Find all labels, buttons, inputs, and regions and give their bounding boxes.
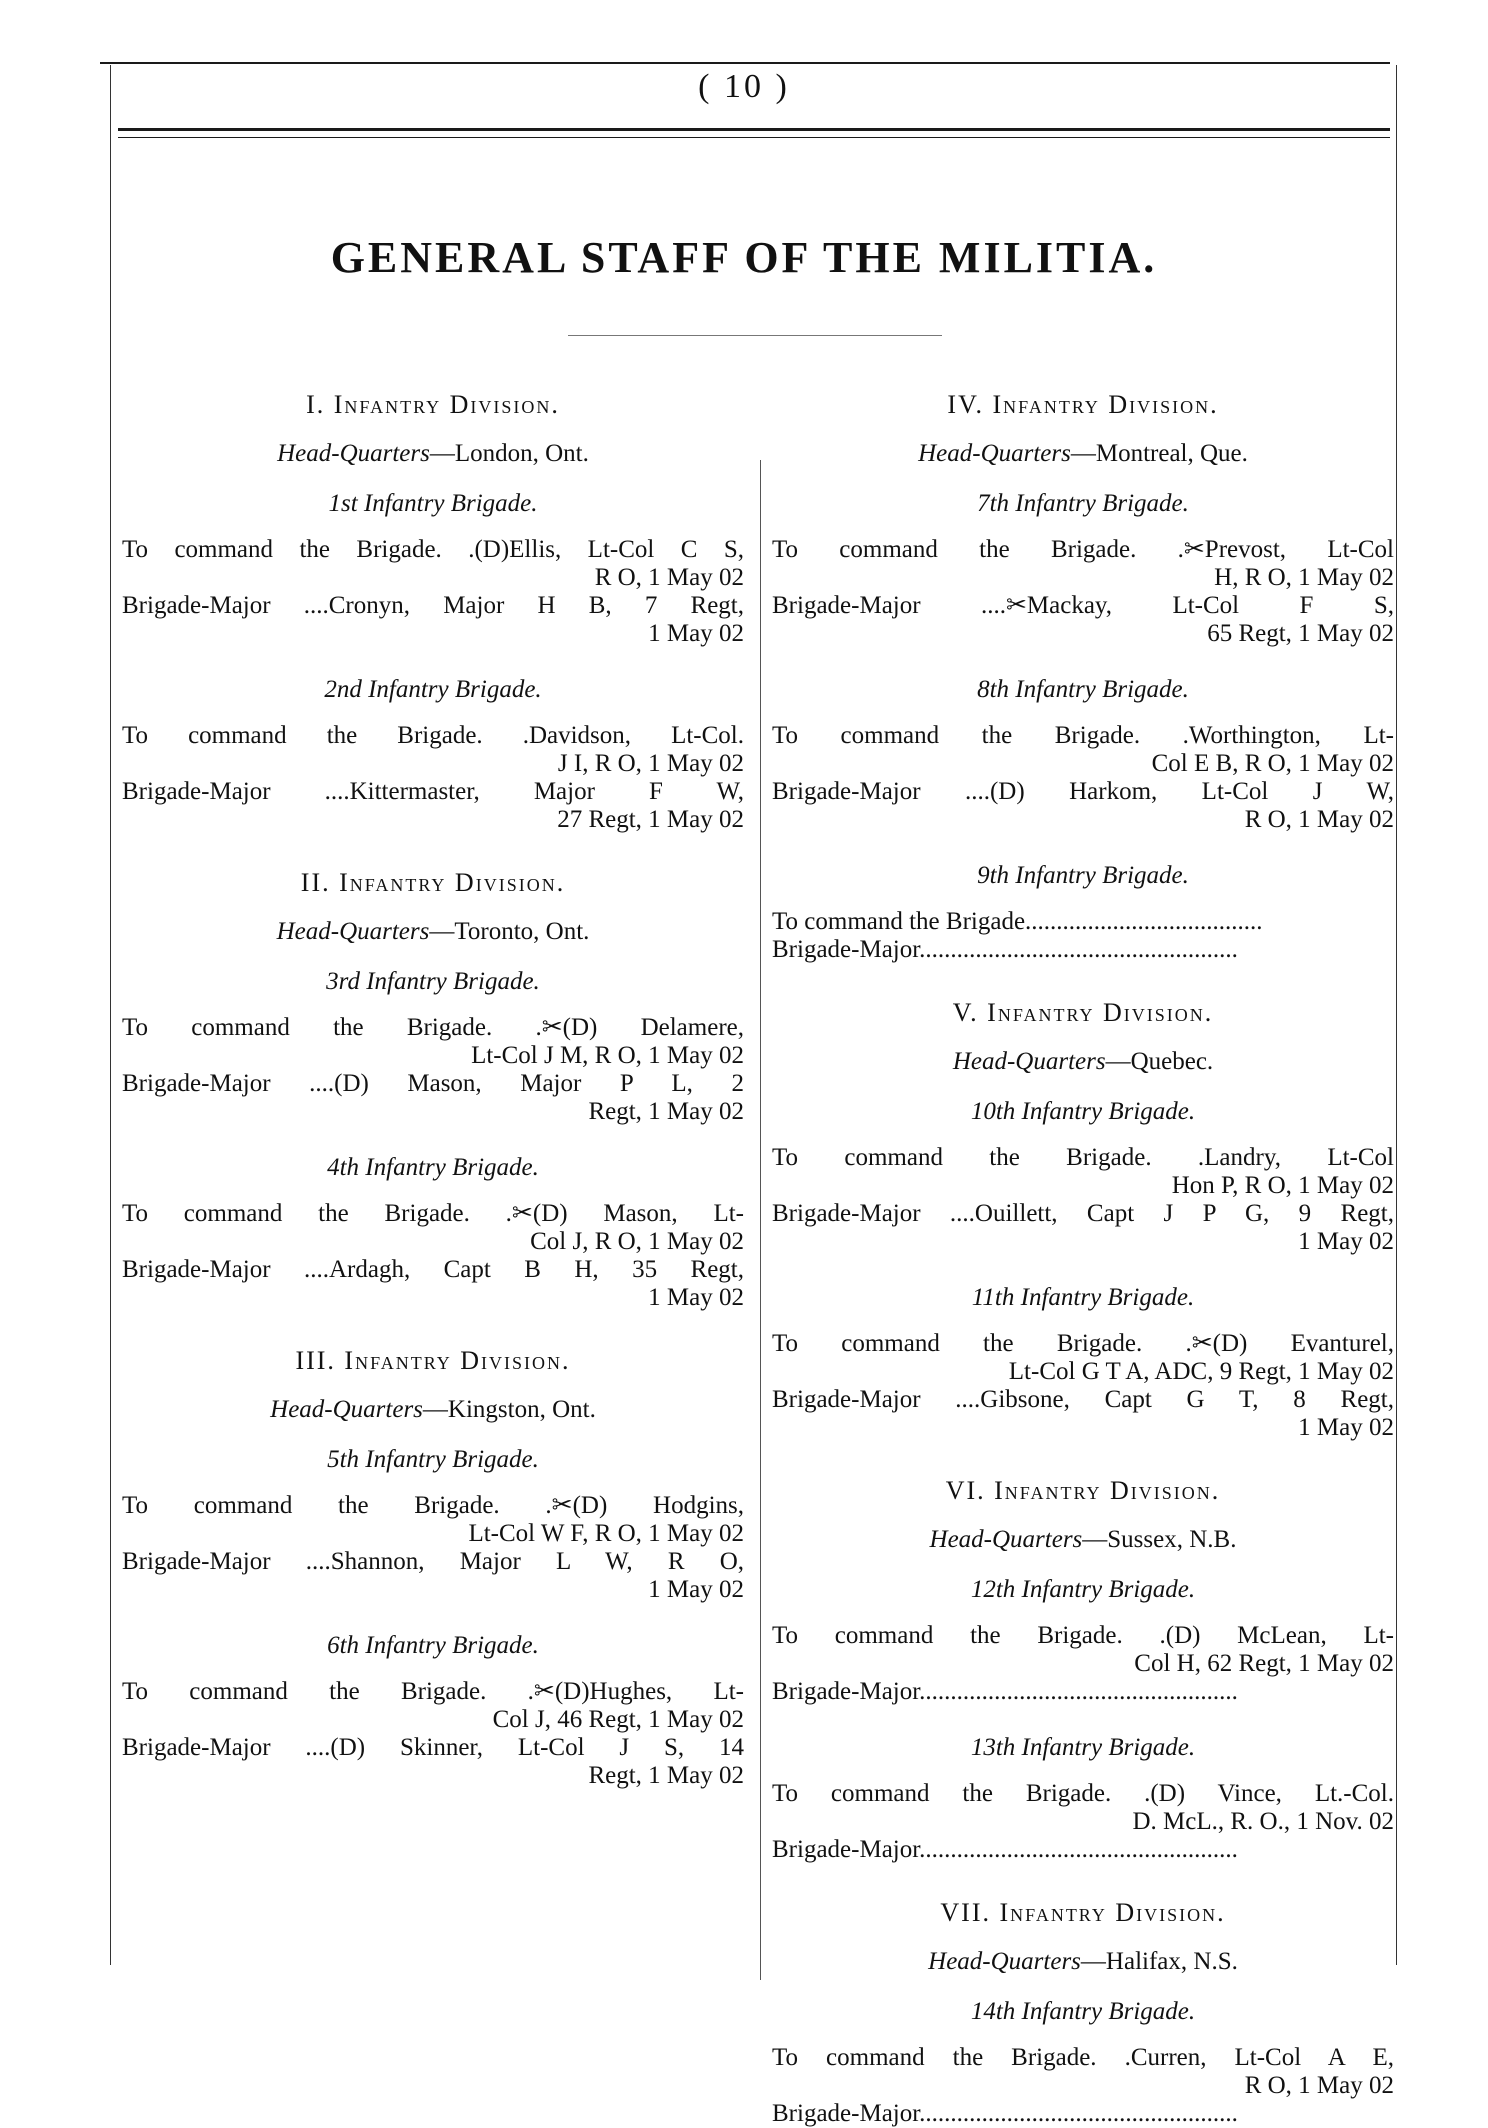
brigade-major-entry	[772, 778, 1394, 834]
brigade-major-entry	[122, 778, 744, 834]
division-heading: I. Infantry Division.	[306, 390, 560, 419]
hq-label: Head-Quarters	[918, 440, 1071, 467]
brigade-heading: 11th Infantry Brigade.	[971, 1284, 1195, 1311]
hq-label: Head-Quarters	[952, 1048, 1106, 1075]
brigade-major-entry	[122, 592, 744, 648]
command-line-2: Col E B, R O, 1 May 02	[1151, 750, 1394, 777]
hq-place: —Sussex, N.B.	[1082, 1526, 1237, 1553]
brigade-heading: 14th Infantry Brigade.	[970, 1998, 1196, 2025]
major-line-2: Regt, 1 May 02	[588, 1762, 744, 1789]
major-line-2: 1 May 02	[1298, 1414, 1394, 1441]
command-line-2: Lt-Col G T A, ADC, 9 Regt, 1 May 02	[1008, 1358, 1394, 1385]
hq-label: Head-Quarters	[277, 440, 430, 467]
command-line-1: To command the Brigade. .✂(D)Hughes, Lt-	[122, 1678, 744, 1705]
header-rule-thin	[118, 137, 1390, 138]
hq-place: —Montreal, Que.	[1070, 440, 1248, 467]
brigade-major-entry	[772, 1386, 1394, 1442]
brigade-major-entry	[122, 1734, 744, 1790]
brigade-heading: 13th Infantry Brigade.	[970, 1734, 1196, 1761]
hq-place: —Quebec.	[1105, 1048, 1214, 1075]
brigade-heading: 2nd Infantry Brigade.	[324, 676, 542, 703]
headquarters-line	[122, 1396, 744, 1424]
command-entry	[122, 1200, 744, 1256]
headquarters-line	[122, 918, 744, 946]
major-line-1: Brigade-Major ....Cronyn, Major H B, 7 Regt,	[122, 592, 744, 619]
major-line-1: Brigade-Major ....Shannon, Major L W, R O,	[122, 1548, 744, 1575]
command-entry	[122, 536, 744, 592]
command-entry	[122, 1492, 744, 1548]
major-line-2: R O, 1 May 02	[1244, 806, 1394, 833]
division-heading: VII. Infantry Division.	[940, 1898, 1226, 1927]
major-line-1: Brigade-Major ....Ardagh, Capt B H, 35 Regt,	[122, 1256, 744, 1283]
command-line-2: Col J, 46 Regt, 1 May 02	[492, 1706, 744, 1733]
top-rule	[100, 62, 1390, 64]
command-line-1: To command the Brigade. .Worthington, Lt-	[772, 722, 1394, 749]
headquarters-line	[772, 440, 1394, 468]
command-line-2: H, R O, 1 May 02	[1214, 564, 1394, 591]
hq-label: Head-Quarters	[270, 1396, 423, 1423]
page-title: GENERAL STAFF OF THE MILITIA.	[330, 233, 1158, 282]
page-number: ( 10 )	[698, 68, 790, 105]
hq-label: Head-Quarters	[929, 1526, 1083, 1553]
command-entry	[772, 1330, 1394, 1386]
brigade-major-vacant-entry: Brigade-Major...................................................	[772, 936, 1238, 963]
command-entry	[122, 1014, 744, 1070]
brigade-major-entry	[122, 1070, 744, 1126]
division-heading: III. Infantry Division.	[295, 1346, 571, 1375]
right-border	[1396, 65, 1397, 1965]
brigade-major-entry	[122, 1548, 744, 1604]
brigade-heading: 8th Infantry Brigade.	[977, 676, 1189, 703]
command-line-2: Lt-Col J M, R O, 1 May 02	[471, 1042, 744, 1069]
major-line-2: 1 May 02	[648, 1576, 744, 1603]
command-line-1: To command the Brigade. .✂(D) Delamere,	[122, 1014, 744, 1041]
brigade-major-vacant-entry: Brigade-Major...................................................	[772, 2100, 1238, 2127]
command-line-2: Col J, R O, 1 May 02	[530, 1228, 744, 1255]
brigade-heading: 7th Infantry Brigade.	[977, 490, 1189, 517]
command-line-1: To command the Brigade. .✂(D) Evanturel,	[772, 1330, 1394, 1357]
brigade-heading: 9th Infantry Brigade.	[977, 862, 1189, 889]
major-line-1: Brigade-Major ....(D) Skinner, Lt-Col J S, 14	[122, 1734, 744, 1761]
major-line-1: Brigade-Major ....(D) Harkom, Lt-Col J W,	[772, 778, 1394, 805]
left-border	[110, 65, 111, 1965]
header-rule-thick	[118, 128, 1390, 131]
command-entry	[122, 722, 744, 778]
brigade-major-entry	[772, 592, 1394, 648]
hq-place: —Toronto, Ont.	[429, 918, 590, 945]
major-line-1: Brigade-Major ....(D) Mason, Major P L, 2	[122, 1070, 744, 1097]
command-line-2: R O, 1 May 02	[594, 564, 744, 591]
brigade-heading: 1st Infantry Brigade.	[328, 490, 538, 517]
major-line-2: 65 Regt, 1 May 02	[1207, 620, 1394, 647]
command-line-1: To command the Brigade. .(D)Ellis, Lt-Col C S,	[122, 536, 744, 563]
command-line-1: To command the Brigade. .✂(D) Hodgins,	[122, 1492, 744, 1519]
right-column	[772, 390, 1394, 2127]
command-entry	[772, 2044, 1394, 2100]
division-heading: VI. Infantry Division.	[945, 1476, 1221, 1505]
division-heading: II. Infantry Division.	[300, 868, 566, 897]
command-line-1: To command the Brigade. .✂Prevost, Lt-Col	[772, 536, 1394, 563]
hq-label: Head-Quarters	[928, 1948, 1081, 1975]
major-line-2: 1 May 02	[648, 620, 744, 647]
brigade-major-vacant-entry: Brigade-Major...................................................	[772, 1678, 1238, 1705]
brigade-heading: 3rd Infantry Brigade.	[326, 968, 540, 995]
command-line-2: Col H, 62 Regt, 1 May 02	[1134, 1650, 1394, 1677]
command-vacant-entry: To command the Brigade......................................	[772, 908, 1263, 935]
headquarters-line	[772, 1048, 1394, 1076]
command-line-2: R O, 1 May 02	[1244, 2072, 1394, 2099]
command-entry	[772, 1622, 1394, 1678]
command-entry	[772, 722, 1394, 778]
left-column	[122, 390, 744, 2000]
brigade-heading: 10th Infantry Brigade.	[970, 1098, 1196, 1125]
brigade-heading: 12th Infantry Brigade.	[970, 1576, 1196, 1603]
major-line-2: 1 May 02	[648, 1284, 744, 1311]
command-line-2: D. McL., R. O., 1 Nov. 02	[1132, 1808, 1394, 1835]
command-line-1: To command the Brigade. .Landry, Lt-Col	[772, 1144, 1394, 1171]
command-entry	[772, 536, 1394, 592]
command-line-2: J I, R O, 1 May 02	[557, 750, 744, 777]
command-line-1: To command the Brigade. .(D) Vince, Lt.-Col.	[772, 1780, 1394, 1807]
command-entry	[772, 1144, 1394, 1200]
brigade-heading: 6th Infantry Brigade.	[327, 1632, 539, 1659]
column-divider	[760, 460, 761, 1980]
major-line-2: 1 May 02	[1298, 1228, 1394, 1255]
command-line-1: To command the Brigade. .Davidson, Lt-Col.	[122, 722, 744, 749]
headquarters-line	[122, 440, 744, 468]
major-line-1: Brigade-Major ....✂Mackay, Lt-Col F S,	[772, 592, 1394, 619]
headquarters-line	[772, 1526, 1394, 1554]
brigade-heading: 5th Infantry Brigade.	[327, 1446, 539, 1473]
major-line-1: Brigade-Major ....Kittermaster, Major F W,	[122, 778, 744, 805]
brigade-major-entry	[772, 1200, 1394, 1256]
command-line-2: Lt-Col W F, R O, 1 May 02	[468, 1520, 744, 1547]
headquarters-line	[772, 1948, 1394, 1976]
command-line-1: To command the Brigade. .Curren, Lt-Col A E,	[772, 2044, 1394, 2071]
major-line-2: 27 Regt, 1 May 02	[557, 806, 744, 833]
command-line-2: Hon P, R O, 1 May 02	[1171, 1172, 1394, 1199]
command-entry	[122, 1678, 744, 1734]
command-line-1: To command the Brigade. .✂(D) Mason, Lt-	[122, 1200, 744, 1227]
hq-label: Head-Quarters	[276, 918, 430, 945]
major-line-1: Brigade-Major ....Gibsone, Capt G T, 8 Regt,	[772, 1386, 1394, 1413]
division-heading: IV. Infantry Division.	[947, 390, 1219, 419]
division-heading: V. Infantry Division.	[952, 998, 1214, 1027]
brigade-heading: 4th Infantry Brigade.	[327, 1154, 539, 1181]
major-line-2: Regt, 1 May 02	[588, 1098, 744, 1125]
hq-place: —London, Ont.	[429, 440, 589, 467]
brigade-major-vacant-entry: Brigade-Major...................................................	[772, 1836, 1238, 1863]
brigade-major-entry	[122, 1256, 744, 1312]
command-entry	[772, 1780, 1394, 1836]
command-line-1: To command the Brigade. .(D) McLean, Lt-	[772, 1622, 1394, 1649]
major-line-1: Brigade-Major ....Ouillett, Capt J P G, 9 Regt,	[772, 1200, 1394, 1227]
hq-place: —Kingston, Ont.	[422, 1396, 596, 1423]
title-underline	[568, 335, 942, 336]
hq-place: —Halifax, N.S.	[1080, 1948, 1238, 1975]
